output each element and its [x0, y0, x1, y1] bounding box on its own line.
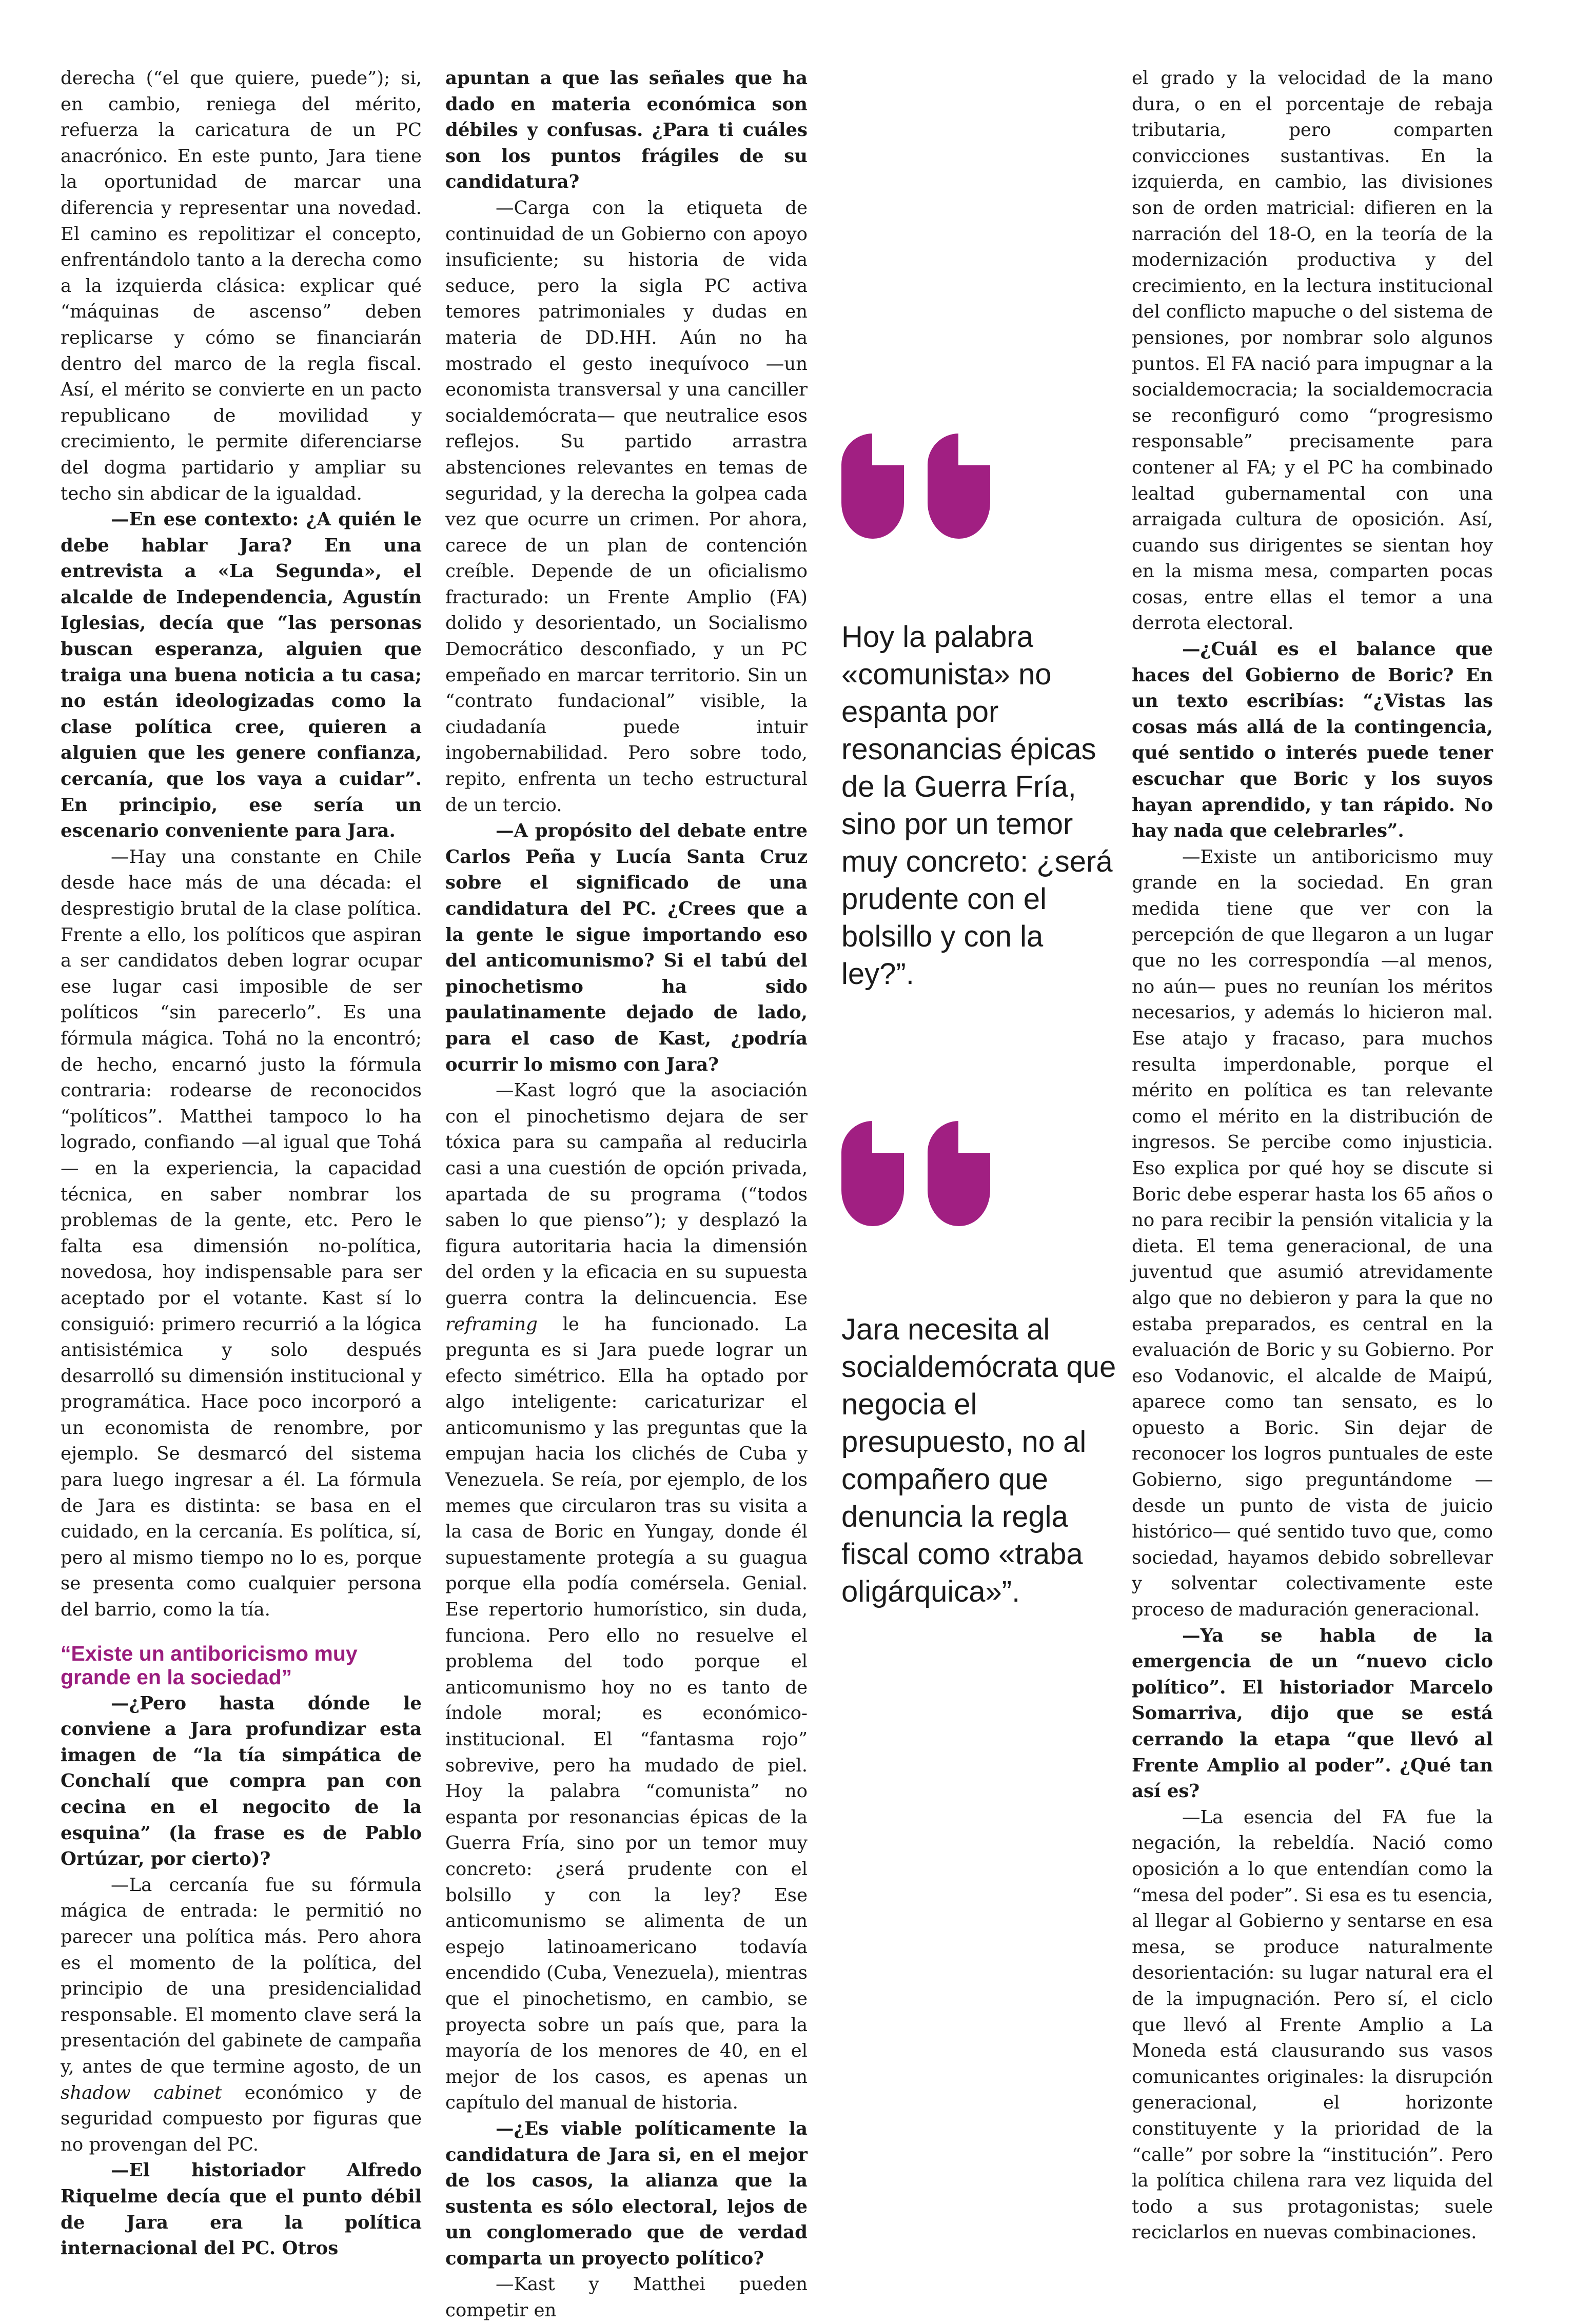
interview-answer: —Carga con la etiqueta de continuidad de un Gobierno con apoyo insuficiente; su historia de vida seduce, pero la sigla PC activa temores patrimoniales y dudas en materia de DD.HH. Aún no ha mostrado el gesto inequívoco —un economista transversal y una canciller socialdemócrata— que neutralice esos reflejos. Su partido arrastra abstenciones relevantes en temas de seguridad, y la derecha la golpea cada vez que ocurre un crimen. Por ahora, carece de un plan de contención creíble. Depende de un oficialismo fracturado: un Frente Amplio (FA) dolido y desorientado, un Socialismo Democrático desconfiado, y un PC empeñado en marcar territorio. Sin un “contrato fundacional” visible, la ciudadanía puede intuir ingobernabilidad. Pero sobre todo, repito, enfrenta un techo estructural de un tercio. [445, 197, 808, 816]
interview-question: —¿Pero hasta dónde le conviene a Jara profundizar esta imagen de “la tía simpática de Conchalí que compra pan con cecina en el negocito de la esquina” (la frase es de Pablo Ortúzar, por cierto)? [61, 1692, 422, 1870]
interview-answer [445, 1078, 808, 2116]
answer-italic-term: reframing [445, 1313, 538, 1335]
interview-answer: —Hay una constante en Chile desde hace más de una década: el desprestigio brutal de la clase política. Frente a ello, los políticos que aspiran a ser candidatos deben lograr ocupar ese lugar casi imposible de ser políticos “sin parecerlo”. Es una fórmula mágica. Tohá no la encontró; de hecho, encarnó justo la fórmula contraria: rodearse de reconocidos “políticos”. Matthei tampoco lo ha logrado, confiando —al igual que Tohá— en la experiencia, la capacidad técnica, en saber nombrar los problemas de la gente, etc. Pero le falta esa dimensión no-política, novedosa, hoy indispensable para ser aceptado por el votante. Kast sí lo consiguió: primero recurrió a la lógica antisistémica y solo después desarrolló su dimensión institucional y programática. Hace poco incorporó a un economista de renombre, por ejemplo. Se desmarcó del sistema para luego ingresar a él. La fórmula de Jara es distinta: se basa en el cuidado, en la cercanía. Es política, sí, pero al mismo tiempo no lo es, porque se presenta como cualquier persona del barrio, como la tía. [61, 846, 422, 1621]
interview-question: apuntan a que las señales que ha dado en materia económica son débiles y confusas. ¿Para ti cuáles son los puntos frágiles de su candidatura? [445, 68, 808, 193]
quotation-mark-icon [841, 1121, 995, 1234]
column-2 [445, 66, 808, 2324]
answer-text: le ha funcionado. La pregunta es si Jara puede lograr un efecto simétrico. Ella ha optado por algo inteligente: caricaturizar el anticomunismo y las preguntas que la empujan hacia los clichés de Cuba y Venezuela. Se reía, por ejemplo, de los memes que circularon tras su visita a la casa de Boric en Yungay, donde él supuestamente protegía a su guagua porque ella podía comérsela. Genial. Ese repertorio humorístico, sin duda, funciona. Pero ello no resuelve el problema del todo porque el anticomunismo hoy no es tanto de índole moral; es económico-institucional. El “fantasma rojo” sobrevive, pero ha mudado de piel. Hoy la palabra “comunista” no espanta por resonancias épicas de la Guerra Fría, sino por un temor muy concreto: ¿será prudente con el bolsillo y con la ley? Ese anticomunismo se alimenta de un espejo latinoamericano todavía encendido (Cuba, Venezuela), mientras que el pinochetismo, en cambio, se proyecta sobre un país que, para la mayoría de los menores de 40, en el mejor de los casos, es apenas un capítulo del manual de historia. [445, 1313, 808, 2114]
answer-text: —Kast logró que la asociación con el pinochetismo dejara de ser tóxica para su campaña al reducirla casi a una cuestión de opción privada, apartada de su programa (“todos saben lo que pienso”); y desplazó la figura autoritaria hacia la dimensión del orden y la eficacia en su supuesta guerra contra la delincuencia. Ese [445, 1080, 808, 1309]
quotation-mark-icon [841, 434, 995, 546]
interview-question: —En ese contexto: ¿A quién le debe hablar Jara? En una entrevista a «La Segunda», el alcalde de Independencia, Agustín Iglesias, decía que “las personas buscan esperanza, alguien que traiga una buena noticia a tu casa; no están ideologizadas como la clase política cree, quieren a alguien que les genere confianza, cercanía, que los vaya a cuidar”. En principio, ese sería un escenario conveniente para Jara. [61, 509, 422, 842]
interview-question: —¿Es viable políticamente la candidatura de Jara si, en el mejor de los casos, la alianza que la sustenta es sólo electoral, lejos de un conglomerado que de verdad comparta un proyecto político? [445, 2118, 808, 2269]
interview-answer: —La esencia del FA fue la negación, la rebeldía. Nació como oposición a lo que entendían como la “mesa del poder”. Si esa es tu esencia, al llegar al Gobierno y sentarse en esa mesa, se produce naturalmente desorientación: su lugar natural era el de la impugnación. Pero sí, el ciclo que llevó al Frente Amplio a La Moneda está clausurando sus vasos comunicantes originales: la disrupción generacional, el horizonte constituyente y la prioridad de la “calle” por sobre la “institución”. Pero la política chilena rara vez liquida del todo a sus protagonistas; suele reciclarlos en nuevas combinaciones. [1132, 1806, 1493, 2243]
interview-answer: el grado y la velocidad de la mano dura, o en el porcentaje de rebaja tributaria, pero comparten convicciones sustantivas. En la izquierda, en cambio, las divisiones son de orden matricial: difieren en la narración del 18-O, en la teoría de la modernización productiva y del crecimiento, en la lectura institucional del conflicto mapuche o del sistema de pensiones, por nombrar solo algunos puntos. El FA nació para impugnar a la socialdemocracia; la socialdemocracia se reconfiguró como “progresismo responsable” precisamente para contener al FA; y el PC ha combinado lealtad gubernamental con una arraigada cultura de oposición. Así, cuando sus dirigentes se sientan hoy en la misma mesa, comparten pocas cosas, entre ellas el temor a una derrota electoral. [1132, 68, 1493, 634]
paragraph: derecha (“el que quiere, puede”); si, en cambio, reniega del mérito, refuerza la caricatura de un PC anacrónico. En este punto, Jara tiene la oportunidad de marcar una diferencia y representar una novedad. El camino es repolitizar el concepto, enfrentándolo tanto a la derecha como a la izquierda clásica: explicar qué “máquinas de ascenso” deben replicarse y cómo se financiarán dentro del marco de la regla fiscal. Así, el mérito se convierte en un pacto republicano de movilidad y crecimiento, le permite diferenciarse del dogma partidario y ampliar su techo sin abdicar de la igualdad. [61, 68, 422, 504]
answer-text: económico y de seguridad compuesto por figuras que no provengan del PC. [61, 2082, 422, 2155]
interview-question: —El historiador Alfredo Riquelme decía que el punto débil de Jara era la política internacional del PC. Otros [61, 2160, 422, 2259]
column-3 [1132, 66, 1493, 2246]
interview-answer: —Existe un antiboricismo muy grande en la sociedad. En gran medida tiene que ver con la percepción de que llegaron a un lugar que no les correspondía —al menos, no aún— pues no reunían los méritos necesarios, y además lo hicieron mal. Ese atajo y fracaso, para muchos resulta imperdonable, porque el mérito en política es tan relevante como el mérito en la distribución de ingresos. Se percibe como injusticia. Eso explica por qué hoy se discute si Boric debe esperar hasta los 65 años o no para recibir la pensión vitalicia y la dieta. El tema generacional, de una juventud que asumió atrevidamente algo que no debieron y para la que no estaba preparados, es central en la evaluación de Boric y su Gobierno. Por eso Vodanovic, el alcalde de Maipú, aparece como tan sensato, es lo opuesto a Boric. Sin dejar de reconocer los logros puntuales de este Gobierno, sigo preguntándome —desde un punto de vista de juicio histórico— qué sentido tuvo que, como sociedad, hayamos debido sobrellevar y solventar colectivamente este proceso de maduración generacional. [1132, 846, 1493, 1621]
answer-text: —La cercanía fue su fórmula mágica de entrada: le permitió no parecer una política más. Pero ahora es el momento de la política, del principio de una presidencialidad responsable. El momento clave será la presentación del gabinete de campaña y, antes de que termine agosto, de un [61, 1874, 422, 2077]
interview-answer [61, 1873, 422, 2158]
section-subheading: “Existe un antiboricismo muy grande en la sociedad” [61, 1641, 358, 1689]
interview-question: —Ya se habla de la emergencia de un “nuevo ciclo político”. El historiador Marcelo Somarriva, dijo que se está cerrando la etapa “que llevó al Frente Amplio al poder”. ¿Qué tan así es? [1132, 1625, 1493, 1802]
answer-italic-term: shadow cabinet [61, 2082, 222, 2103]
pull-quote-text: Jara necesita al socialdemócrata que negocia el presupuesto, no al compañero que denuncia la regla fiscal como «traba oligárquica»”. [841, 1313, 1116, 1608]
pull-quote-text: Hoy la palabra «comunista» no espanta por resonancias épicas de la Guerra Fría, sino por un temor muy concreto: ¿será prudente con el bolsillo y con la ley?”. [841, 620, 1113, 991]
interview-question: —¿Cuál es el balance que haces del Gobierno de Boric? En un texto escribías: “¿Vistas las cosas más allá de la contingencia, qué sentido o interés puede tener escuchar que Boric y los suyos hayan aprendido, y tan rápido. No hay nada que celebrarles”. [1132, 639, 1493, 842]
interview-question: —A propósito del debate entre Carlos Peña y Lucía Santa Cruz sobre el significado de una candidatura del PC. ¿Crees que a la gente le sigue importando eso del anticomunismo? Si el tabú del pinochetismo ha sido paulatinamente dejado de lado, para el caso de Kast, ¿podría ocurrir lo mismo con Jara? [445, 820, 808, 1075]
column-1 [61, 66, 422, 2262]
interview-answer: —Kast y Matthei pueden competir en [445, 2274, 808, 2321]
